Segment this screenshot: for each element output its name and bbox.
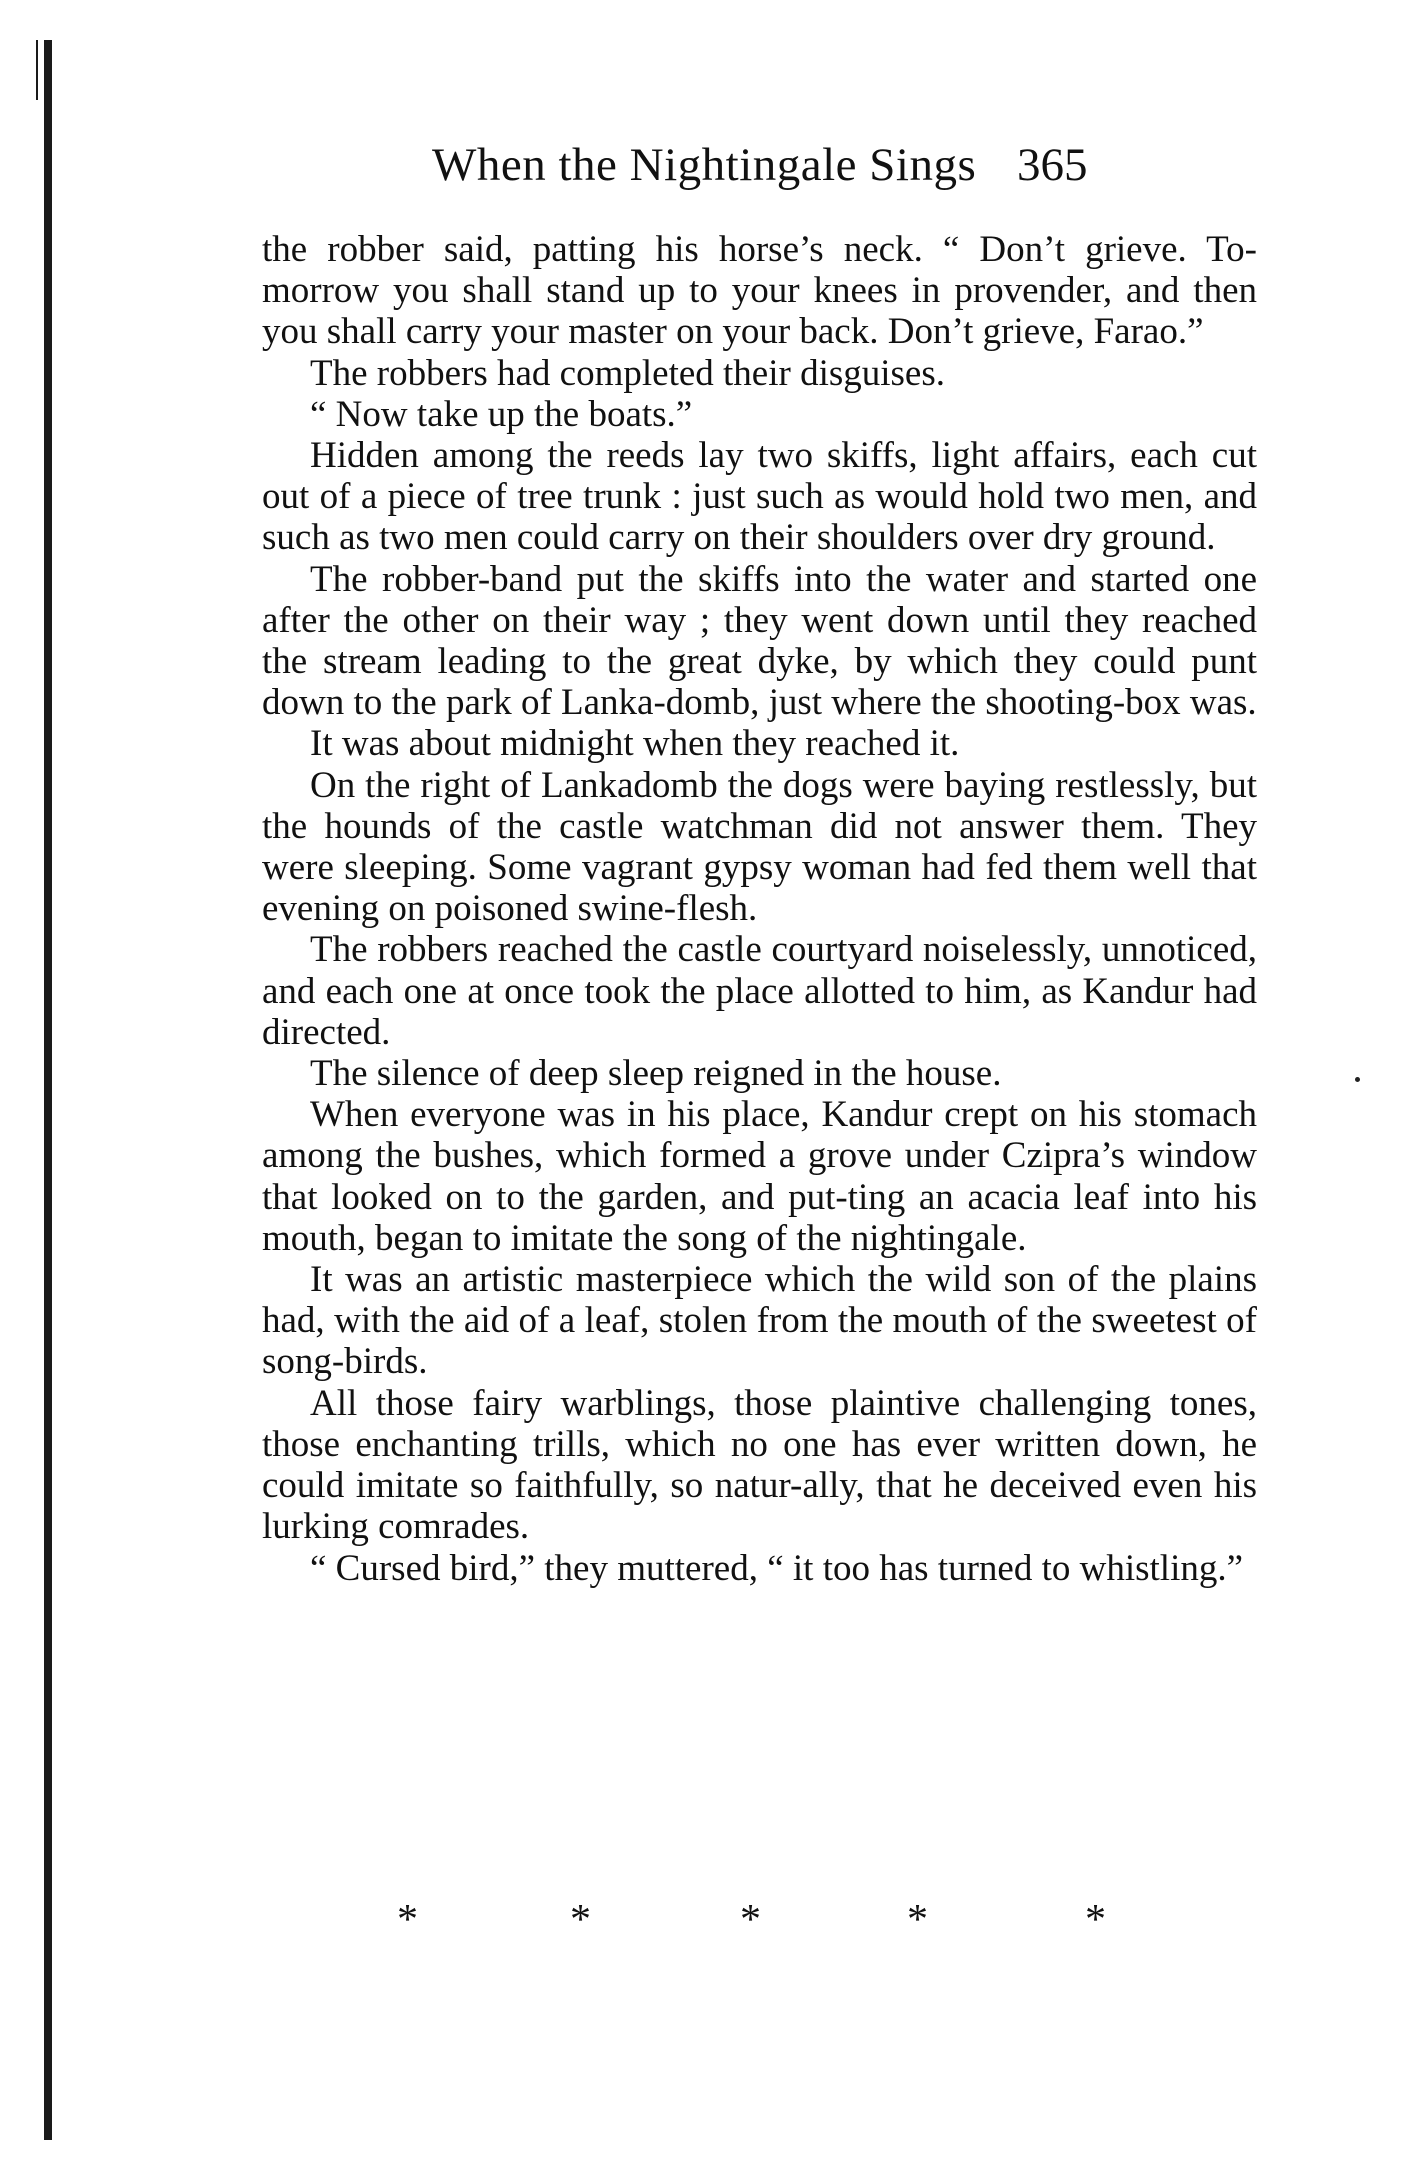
paragraph: The robbers reached the castle courtyard noiselessly, unnoticed, and each one at once took the place allotted to him, as Kandur had directed.: [262, 929, 1257, 1053]
paragraph: On the right of Lankadomb the dogs were baying restlessly, but the hounds of the castle watchman did not answer them. They were sleeping. Some vagrant gypsy woman had fed them well that evening on poisoned swine-flesh.: [262, 764, 1257, 930]
paragraph: The robber-band put the skiffs into the water and started one after the other on their way ; they went down until they reached the stream leading to the great dyke, by which they could punt down to the park of Lanka-domb, just where the shooting-box was.: [262, 558, 1257, 724]
paragraph: It was an artistic masterpiece which the wild son of the plains had, with the aid of a leaf, stolen from the mouth of the sweetest of song-birds.: [262, 1259, 1257, 1383]
paragraph: The silence of deep sleep reigned in the house.: [310, 1053, 1002, 1095]
paragraph: the robber said, patting his horse’s neck. “ Don’t grieve. To-morrow you shall stand up to your knees in provender, and then you shall carry your master on your back. Don’t grieve, Farao.”: [262, 229, 1257, 353]
asterisk: *: [570, 1897, 591, 1943]
paragraph: “ Cursed bird,” they muttered, “ it too has turned to whistling.”: [310, 1547, 1244, 1589]
paragraph: Hidden among the reeds lay two skiffs, light affairs, each cut out of a piece of tree trunk : just such as would hold two men, and such as two men could carry on their shoulders over dry ground.: [262, 435, 1257, 559]
print-speck: [1355, 1077, 1360, 1082]
body-text: [262, 229, 1257, 1589]
paragraph: It was about midnight when they reached it.: [310, 723, 960, 765]
asterisk: *: [1085, 1897, 1106, 1943]
asterisk: *: [907, 1897, 928, 1943]
running-title: When the Nightingale Sings: [432, 139, 977, 191]
asterisk: *: [397, 1897, 418, 1943]
paragraph: All those fairy warblings, those plaintive challenging tones, those enchanting trills, which no one has ever written down, he could imitate so faithfully, so natur-ally, that he deceived even his lurking comrades.: [262, 1382, 1257, 1548]
page-number: 365: [1017, 139, 1088, 191]
paragraph: When everyone was in his place, Kandur crept on his stomach among the bushes, which formed a grove under Czipra’s window that looked on to the garden, and put-ting an acacia leaf into his mouth, began to imitate the song of the nightingale.: [262, 1094, 1257, 1259]
page-header: [262, 130, 1262, 200]
binding-edge: [44, 40, 52, 2140]
section-separator: [262, 1895, 1257, 1945]
asterisk: *: [740, 1897, 761, 1943]
paragraph: The robbers had completed their disguises.: [310, 352, 945, 394]
binding-edge-thin: [36, 40, 38, 100]
paragraph: “ Now take up the boats.”: [310, 393, 693, 435]
